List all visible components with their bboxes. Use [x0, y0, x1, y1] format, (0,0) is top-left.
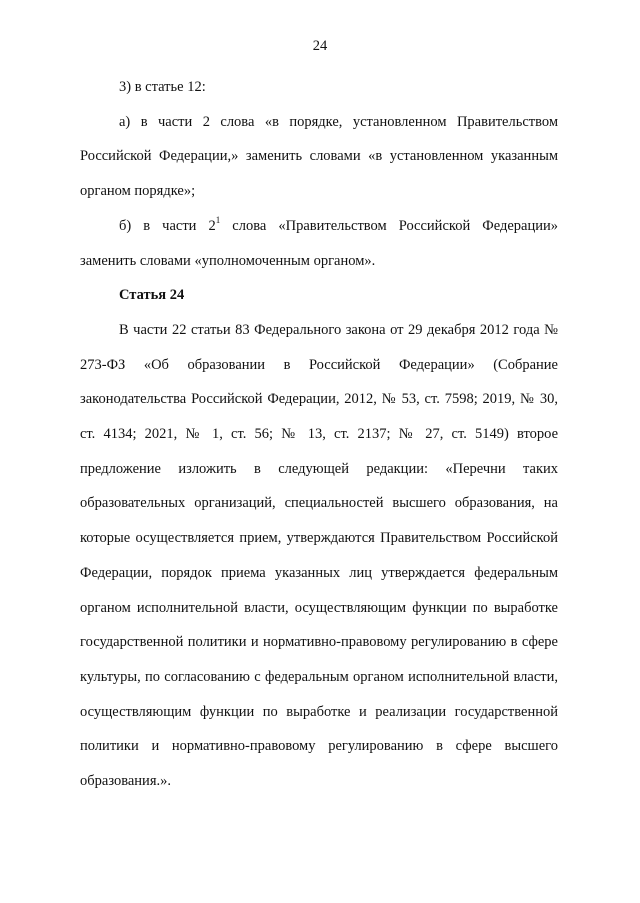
item-3b-before: б) в части 2 [119, 217, 216, 234]
item-3b [80, 209, 558, 278]
item-3b-after: слова «Правительством Российской Федерации» заменить словами «уполномоченным органом». [80, 217, 558, 269]
item-3b-superscript: 1 [215, 214, 221, 225]
document-body [80, 70, 558, 799]
item-3a: а) в части 2 слова «в порядке, установленном Правительством Российской Федерации,» заменить словами «в установленном указанным органом порядке»; [80, 113, 558, 200]
page-number: 24 [312, 38, 328, 54]
article-heading: Статья 24 [119, 287, 185, 304]
item-3: 3) в статье 12: [119, 79, 206, 95]
article-text: В части 22 статьи 83 Федерального закона от 29 декабря 2012 года № 273-ФЗ «Об образовании в Российской Федерации» (Собрание законодательства Российской Федерации, 2012, № 53, ст. 7598; 2019, № 30, ст. 4134; 2021, № 1, ст. 56; № 13, ст. 2137; № 27, ст. 5149) второе предложение изложить в следующей редакции: «Перечни таких образовательных организаций, специальностей высшего образования, на которые осуществляется прием, утверждаются Правительством Российской Федерации, порядок приема указанных лиц утверждается федеральным органом исполнительной власти, осуществляющим функции по выработке государственной политики и нормативно-правовому регулированию в сфере культуры, по согласованию с федеральным органом исполнительной власти, осуществляющим функции по выработке и реализации государственной политики и нормативно-правовому регулированию в сфере высшего образования.». [80, 321, 558, 790]
